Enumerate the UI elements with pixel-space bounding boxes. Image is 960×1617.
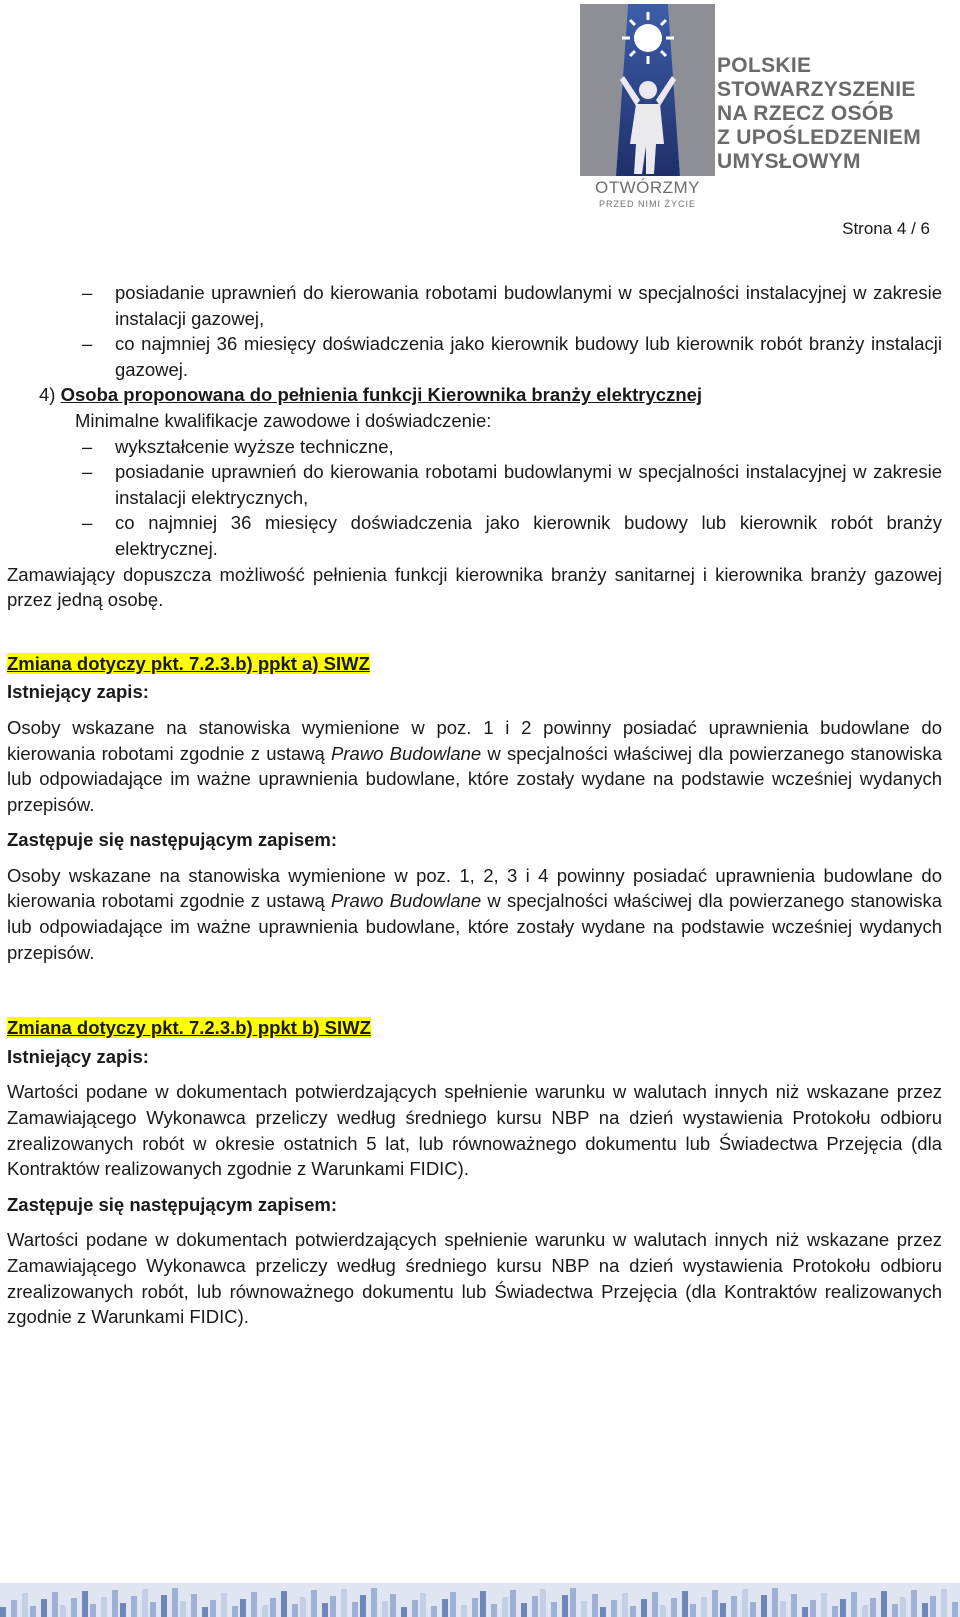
footer-pattern-bar [562,1595,568,1617]
footer-pattern-bar [532,1596,538,1617]
replacement-label: Zastępuje się następującym zapisem: [7,1193,338,1215]
list-item [7,280,942,331]
footer-pattern-bar [240,1599,246,1617]
footer-pattern-bar [750,1602,756,1617]
existing-text: Wartości podane w dokumentach potwierdzających spełnienie warunku w walutach innych niż wskazane przez Zamawiającego Wykonawca przeliczy według średniego kursu NBP na dzień wystawienia Protokołu odbioru zrealizowanych robót w okresie ostatnich 5 lat, lub równoważnego dokumentu lub Świadectwa Przejęcia (dla Kontraktów realizowanych zgodnie z Warunkami FIDIC). [7,1081,942,1180]
footer-pattern-bar [720,1603,726,1617]
act-name: Prawo Budowlane [331,890,482,912]
dash-bullet-icon: – [82,435,93,457]
dash-bullet-icon: – [82,512,93,534]
footer-pattern-bar [742,1589,748,1617]
footer-pattern-bar [821,1593,827,1617]
page-number: Strona 4 / 6 [842,219,930,238]
footer-pattern-bar [0,1607,6,1617]
footer-pattern-bar [622,1593,628,1617]
footer-pattern-bar [491,1604,497,1617]
footer-pattern-bar [431,1606,437,1617]
footer-pattern-bar [360,1595,366,1617]
footer-pattern-bar [142,1589,148,1617]
closing-note: Zamawiający dopuszcza możliwość pełnienia funkcji kierownika branży sanitarnej i kierownika branży gazowej przez jedną osobę. [7,563,942,611]
brand-line-1: OTWÓRZMY [594,178,701,197]
existing-label: Istniejący zapis: [7,1045,149,1067]
footer-pattern-bar [502,1597,508,1617]
footer-pattern-bar [442,1599,448,1617]
footer-pattern-bar [22,1593,28,1617]
footer-pattern-bar [521,1603,527,1617]
footer-pattern-bar [690,1604,696,1617]
organization-name [717,54,921,174]
footer-pattern-bar [551,1602,557,1617]
bullet-text: co najmniej 36 miesięcy doświadczenia jako kierownik budowy lub kierownik robót branży elektrycznej. [115,512,942,559]
bullet-text: posiadanie uprawnień do kierowania robotami budowlanymi w specjalności instalacyjnej w zakresie instalacji gazowej, [115,282,942,329]
footer-pattern-bar [911,1590,917,1617]
list-item [7,331,942,382]
bullet-text: wykształcenie wyższe techniczne, [115,435,394,457]
footer-pattern-bar [180,1601,186,1617]
footer-pattern-bar [660,1605,666,1617]
footer-pattern-bar [202,1607,208,1617]
footer-pattern-bar [682,1591,688,1617]
footer-pattern-bar [371,1588,377,1617]
footer-pattern-bar [322,1603,328,1617]
footer-pattern-bar [461,1605,467,1617]
logo-brand [580,178,715,209]
footer-pattern-bar [210,1600,216,1617]
item-title: Osoba proponowana do pełnienia funkcji Kierownika branży elektrycznej [60,384,703,406]
replacement-text-part: Osoby wskazane na stanowiska wymienione w poz. 1, 2, 3 i 4 powinny posiadać uprawnienia budowlane do kierowania robotami zgodnie z ustawą [7,864,942,912]
footer-pattern-bar [900,1597,906,1617]
footer-pattern-bar [41,1599,47,1617]
footer-pattern-bar [131,1596,137,1617]
list-item [7,459,942,510]
existing-text-part: w specjalności właściwej dla powierzanego stanowiska lub odpowiadające im ważne uprawnienia budowlane, które zostały wydane na podstawie wcześniej wydanych przepisów. [7,742,942,815]
replacement-text [7,863,942,965]
footer-pattern-bar [780,1601,786,1617]
footer-pattern-bar [630,1606,636,1617]
org-line: STOWARZYSZENIE [717,78,916,101]
footer-pattern-bar [952,1602,958,1617]
footer-pattern-bar [11,1600,17,1617]
footer-pattern-bar [840,1599,846,1617]
footer-pattern-bar [862,1605,868,1617]
item-subtitle: Minimalne kwalifikacje zawodowe i doświadczenie: [75,409,492,431]
change-heading: Zmiana dotyczy pkt. 7.2.3.b) ppkt b) SIWZ [7,1017,371,1039]
change-heading: Zmiana dotyczy pkt. 7.2.3.b) ppkt a) SIWZ [7,652,370,674]
footer-pattern-bar [330,1596,336,1617]
footer-pattern-bar [881,1591,887,1617]
footer-pattern-bar [161,1595,167,1617]
footer-pattern-bar [941,1589,947,1617]
footer-pattern-bar [82,1591,88,1617]
footer-pattern-bar [930,1596,936,1617]
footer-pattern-bar [761,1595,767,1617]
footer-pattern-bar [712,1590,718,1617]
footer-pattern-bar [101,1597,107,1617]
footer-pattern-bar [870,1598,876,1617]
footer-pattern-bar [150,1602,156,1617]
footer-pattern-bar [120,1603,126,1617]
footer-pattern-bar [832,1606,838,1617]
bullet-text: co najmniej 36 miesięcy doświadczenia jako kierownik budowy lub kierownik robót branży instalacji gazowej. [115,333,942,380]
existing-text-part: Osoby wskazane na stanowiska wymienione w poz. 1 i 2 powinny posiadać uprawnienia budowlane do kierowania robotami zgodnie z ustawą [7,716,942,764]
item-4-heading [7,382,942,408]
footer-pattern-bar [352,1602,358,1617]
footer-pattern-bar [90,1604,96,1617]
footer-pattern-bar [262,1605,268,1617]
footer-pattern-bar [281,1591,287,1617]
footer-pattern-bar [731,1596,737,1617]
footer-pattern-bar [510,1590,516,1617]
org-line: UMYSŁOWYM [717,150,861,173]
org-line: NA RZECZ OSÓB [717,102,894,125]
item-number: 4) [39,384,56,406]
footer-pattern-bar [390,1594,396,1617]
replacement-text: Wartości podane w dokumentach potwierdzających spełnienie warunku w walutach innych niż wskazane przez Zamawiającego Wykonawca przeliczy według średniego kursu NBP na dzień wystawienia Protokołu odbioru zrealizowanych robót, lub równoważnego dokumentu lub Świadectwa Przejęcia (dla Kontraktów realizowanych zgodnie z Warunkami FIDIC). [7,1229,942,1328]
footer-pattern-bar [412,1600,418,1617]
footer-pattern-bar [251,1592,257,1617]
replacement-text-part: w specjalności właściwej dla powierzanego stanowiska lub odpowiadające im ważne uprawnienia budowlane, które zostały wydane na podstawie wcześniej wydanych przepisów. [7,890,942,963]
footer-pattern-bar [71,1598,77,1617]
footer-pattern-bar [671,1598,677,1617]
footer-pattern-bar [600,1607,606,1617]
list-item [7,434,942,460]
footer-pattern-bar [922,1603,928,1617]
change-2-heading [7,1015,942,1041]
footer-pattern-bar [341,1589,347,1617]
replacement-label: Zastępuje się następującym zapisem: [7,829,338,851]
org-line: POLSKIE [717,54,812,77]
organization-logo [580,0,960,222]
footer-pattern-bar [581,1601,587,1617]
document-body [7,280,942,1330]
footer-pattern-bar [701,1597,707,1617]
footer-pattern-bar [300,1597,306,1617]
dash-bullet-icon: – [82,333,93,355]
footer-pattern-bar [382,1601,388,1617]
footer-pattern-bar [791,1594,797,1617]
dash-bullet-icon: – [82,282,93,303]
footer-pattern-bar [772,1588,778,1617]
footer-decoration [0,1583,960,1617]
footer-pattern-bar [112,1590,118,1617]
footer-pattern-bar [191,1594,197,1617]
footer-pattern-bar [270,1598,276,1617]
footer-pattern-bar [60,1605,66,1617]
footer-pattern-bar [592,1594,598,1617]
footer-pattern-bar [641,1599,647,1617]
footer-pattern-bar [472,1598,478,1617]
footer-pattern-bar [172,1588,178,1617]
footer-pattern-bar [221,1593,227,1617]
footer-pattern-bar [540,1589,546,1617]
footer-pattern-icon [0,1583,960,1617]
footer-pattern-bar [311,1590,317,1617]
org-line: Z UPOŚLEDZENIEM [717,126,922,149]
brand-line-2: PRZED NIMI ŻYCIE [598,199,696,209]
footer-pattern-bar [570,1588,576,1617]
change-1-heading [7,651,942,677]
footer-pattern-bar [480,1591,486,1617]
footer-pattern-bar [810,1600,816,1617]
footer-pattern-bar [892,1604,898,1617]
list-item [7,510,942,561]
footer-pattern-bar [52,1592,58,1617]
footer-pattern-bar [802,1607,808,1617]
footer-pattern-bar [292,1604,298,1617]
existing-text [7,715,942,817]
footer-pattern-bar [851,1592,857,1617]
existing-label: Istniejący zapis: [7,681,149,703]
footer-pattern-bar [30,1606,36,1617]
footer-pattern-bar [611,1600,617,1617]
logo-figure-icon [580,4,715,176]
footer-pattern-bar [232,1606,238,1617]
bullet-text: posiadanie uprawnień do kierowania robotami budowlanymi w specjalności instalacyjnej w zakresie instalacji elektrycznych, [115,461,942,508]
footer-pattern-bar [652,1592,658,1617]
footer-pattern-bar [401,1607,407,1617]
act-name: Prawo Budowlane [331,742,482,764]
footer-pattern-bar [420,1593,426,1617]
footer-pattern-bar [450,1592,456,1617]
dash-bullet-icon: – [82,461,93,483]
